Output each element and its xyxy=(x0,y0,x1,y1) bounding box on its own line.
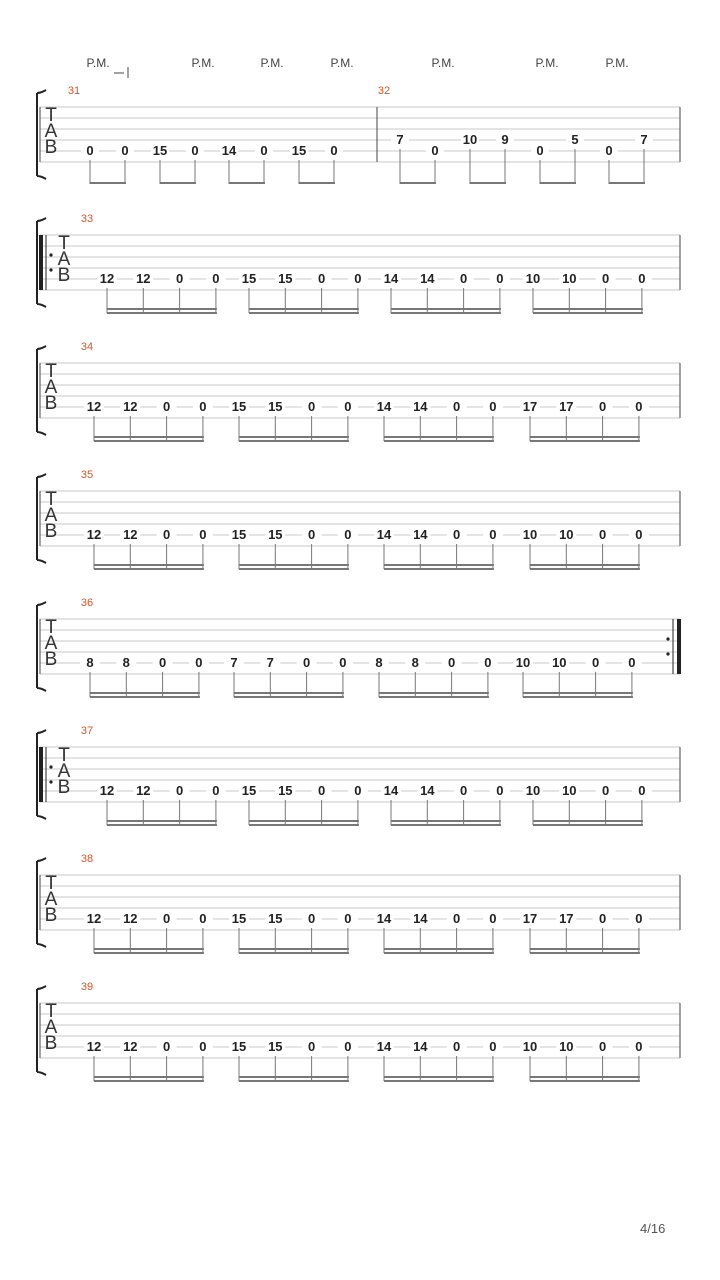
fret-number: 15 xyxy=(241,783,257,798)
note-beam xyxy=(384,440,494,442)
fret-number: 12 xyxy=(123,527,138,542)
repeat-dot xyxy=(666,637,669,640)
note-beam xyxy=(107,308,217,310)
fret-number: 12 xyxy=(99,271,115,286)
tab-clef-letter: A xyxy=(44,633,58,654)
bracket-top-hook xyxy=(37,858,46,861)
tab-clef-letter: B xyxy=(57,265,71,286)
palm-mute-label: P.M. xyxy=(330,56,354,70)
note-beam xyxy=(299,182,335,184)
bracket-bottom-hook xyxy=(37,816,46,819)
fret-number: 14 xyxy=(413,399,428,414)
measure-number: 33 xyxy=(80,213,94,225)
fret-number: 0 xyxy=(199,399,207,414)
note-beam xyxy=(239,952,349,954)
note-beam xyxy=(391,312,501,314)
tab-clef-letter: B xyxy=(44,1033,58,1054)
fret-number: 10 xyxy=(525,783,541,798)
note-beam xyxy=(533,308,643,310)
fret-number: 14 xyxy=(383,783,399,798)
note-beam xyxy=(249,820,359,822)
fret-number: 7 xyxy=(230,655,238,670)
fret-number: 14 xyxy=(413,1039,428,1054)
note-beam xyxy=(229,182,265,184)
bracket-top-hook xyxy=(37,346,46,349)
fret-number: 0 xyxy=(489,1039,497,1054)
measure-number: 32 xyxy=(377,85,391,97)
note-beam xyxy=(90,182,126,184)
repeat-end-thick-bar xyxy=(677,619,681,674)
bracket-top-hook xyxy=(37,90,46,93)
fret-number: 0 xyxy=(121,143,129,158)
fret-number: 0 xyxy=(598,911,607,926)
fret-number: 0 xyxy=(199,527,207,542)
fret-number: 0 xyxy=(330,143,338,158)
bracket-top-hook xyxy=(37,730,46,733)
fret-number: 0 xyxy=(635,399,643,414)
fret-number: 0 xyxy=(489,399,497,414)
note-beam xyxy=(470,182,506,184)
fret-number: 15 xyxy=(268,1039,283,1054)
fret-number: 15 xyxy=(268,399,283,414)
note-beam xyxy=(609,182,645,184)
note-beam xyxy=(533,820,643,822)
fret-number: 7 xyxy=(266,655,274,670)
fret-number: 0 xyxy=(344,527,352,542)
fret-number: 7 xyxy=(640,132,648,147)
note-beam xyxy=(400,182,436,184)
note-beam xyxy=(384,436,494,438)
fret-number: 0 xyxy=(212,783,220,798)
note-beam xyxy=(239,440,349,442)
fret-number: 15 xyxy=(241,271,257,286)
fret-number: 0 xyxy=(635,527,643,542)
fret-number: 0 xyxy=(344,1039,352,1054)
fret-number: 0 xyxy=(212,271,220,286)
note-beam xyxy=(540,182,576,184)
tab-clef-letter: T xyxy=(45,1001,57,1022)
fret-number: 0 xyxy=(447,655,456,670)
note-beam xyxy=(530,952,640,954)
note-beam xyxy=(107,820,217,822)
fret-number: 0 xyxy=(354,783,362,798)
fret-number: 14 xyxy=(376,911,392,926)
fret-number: 0 xyxy=(344,911,352,926)
note-beam xyxy=(530,948,640,950)
note-beam xyxy=(391,308,501,310)
note-beam xyxy=(384,1080,494,1082)
fret-number: 0 xyxy=(496,271,504,286)
repeat-dot xyxy=(49,765,52,768)
note-beam xyxy=(94,1076,204,1078)
fret-number: 0 xyxy=(307,1039,316,1054)
note-beam xyxy=(94,948,204,950)
fret-number: 8 xyxy=(411,655,419,670)
measure-number: 37 xyxy=(80,725,94,737)
measure-number: 38 xyxy=(80,853,94,865)
fret-number: 0 xyxy=(452,911,461,926)
note-beam xyxy=(249,308,359,310)
fret-number: 0 xyxy=(496,783,504,798)
note-beam xyxy=(239,568,349,570)
fret-number: 0 xyxy=(199,911,207,926)
note-beam xyxy=(530,568,640,570)
fret-number: 0 xyxy=(162,1039,171,1054)
note-beam xyxy=(379,692,489,694)
fret-number: 8 xyxy=(122,655,130,670)
fret-number: 0 xyxy=(536,143,544,158)
fret-number: 10 xyxy=(552,655,567,670)
tab-system xyxy=(37,341,680,442)
note-beam xyxy=(94,440,204,442)
fret-number: 0 xyxy=(162,527,171,542)
tab-clef-letter: T xyxy=(45,873,57,894)
note-beam xyxy=(239,1076,349,1078)
measure-number: 39 xyxy=(80,981,94,993)
fret-number: 0 xyxy=(199,1039,207,1054)
fret-number: 10 xyxy=(562,783,577,798)
note-beam xyxy=(90,696,200,698)
note-beam xyxy=(384,952,494,954)
fret-number: 14 xyxy=(383,271,399,286)
fret-number: 0 xyxy=(601,271,610,286)
fret-number: 10 xyxy=(525,271,541,286)
note-beam xyxy=(94,568,204,570)
fret-number: 0 xyxy=(162,399,171,414)
bracket-bottom-hook xyxy=(37,304,46,307)
fret-number: 10 xyxy=(559,1039,574,1054)
fret-number: 12 xyxy=(123,1039,138,1054)
fret-number: 0 xyxy=(598,527,607,542)
fret-number: 15 xyxy=(231,399,247,414)
fret-number: 14 xyxy=(420,783,435,798)
note-beam xyxy=(160,182,196,184)
fret-number: 0 xyxy=(307,399,316,414)
measure-number: 31 xyxy=(67,85,81,97)
fret-number: 0 xyxy=(598,1039,607,1054)
tab-clef-letter: A xyxy=(44,377,58,398)
tab-clef-letter: T xyxy=(45,617,57,638)
bracket-bottom-hook xyxy=(37,432,46,435)
fret-number: 0 xyxy=(302,655,311,670)
note-beam xyxy=(391,820,501,822)
note-beam xyxy=(239,564,349,566)
fret-number: 0 xyxy=(195,655,203,670)
tab-system xyxy=(37,85,680,184)
fret-number: 0 xyxy=(86,143,94,158)
fret-number: 0 xyxy=(635,911,643,926)
fret-number: 10 xyxy=(522,527,538,542)
tab-clef-letter: A xyxy=(44,1017,58,1038)
fret-number: 12 xyxy=(136,783,151,798)
repeat-dot xyxy=(666,652,669,655)
repeat-dot xyxy=(49,268,52,271)
fret-number: 10 xyxy=(515,655,531,670)
fret-number: 9 xyxy=(501,132,509,147)
measure-number: 36 xyxy=(80,597,94,609)
note-beam xyxy=(384,568,494,570)
bracket-bottom-hook xyxy=(37,176,46,179)
bracket-top-hook xyxy=(37,986,46,989)
fret-number: 0 xyxy=(175,783,184,798)
fret-number: 15 xyxy=(231,911,247,926)
fret-number: 15 xyxy=(152,143,168,158)
tab-system xyxy=(37,469,680,570)
fret-number: 15 xyxy=(278,783,293,798)
fret-number: 17 xyxy=(522,911,538,926)
fret-number: 0 xyxy=(628,655,636,670)
fret-number: 12 xyxy=(86,527,102,542)
tab-clef-letter: B xyxy=(44,393,58,414)
tab-clef-letter: A xyxy=(57,761,71,782)
fret-number: 14 xyxy=(376,1039,392,1054)
tab-system xyxy=(37,853,680,954)
measure-number: 34 xyxy=(80,341,94,353)
palm-mute-label: P.M. xyxy=(535,56,559,70)
note-beam xyxy=(533,312,643,314)
fret-number: 0 xyxy=(452,1039,461,1054)
note-beam xyxy=(384,1076,494,1078)
fret-number: 14 xyxy=(221,143,237,158)
note-beam xyxy=(107,824,217,826)
bracket-bottom-hook xyxy=(37,1072,46,1075)
fret-number: 14 xyxy=(376,399,392,414)
note-beam xyxy=(234,692,344,694)
fret-number: 14 xyxy=(376,527,392,542)
fret-number: 0 xyxy=(452,527,461,542)
tab-clef-letter: T xyxy=(58,745,70,766)
fret-number: 12 xyxy=(86,911,102,926)
palm-mute-label: P.M. xyxy=(431,56,455,70)
bracket-bottom-hook xyxy=(37,560,46,563)
fret-number: 10 xyxy=(562,271,577,286)
fret-number: 15 xyxy=(231,1039,247,1054)
fret-number: 0 xyxy=(317,783,326,798)
tab-clef-letter: B xyxy=(44,137,58,158)
tab-clef-letter: A xyxy=(44,505,58,526)
note-beam xyxy=(94,952,204,954)
fret-number: 0 xyxy=(605,143,613,158)
fret-number: 12 xyxy=(123,911,138,926)
fret-number: 12 xyxy=(86,399,102,414)
fret-number: 0 xyxy=(484,655,492,670)
note-beam xyxy=(391,824,501,826)
repeat-dot xyxy=(49,253,52,256)
fret-number: 0 xyxy=(260,143,268,158)
tab-system xyxy=(37,213,680,314)
fret-number: 17 xyxy=(559,911,574,926)
tab-clef-letter: T xyxy=(45,489,57,510)
note-beam xyxy=(379,696,489,698)
note-beam xyxy=(530,1076,640,1078)
fret-number: 15 xyxy=(268,911,283,926)
fret-number: 0 xyxy=(307,527,316,542)
fret-number: 14 xyxy=(413,527,428,542)
fret-number: 0 xyxy=(638,783,646,798)
note-beam xyxy=(530,1080,640,1082)
fret-number: 0 xyxy=(175,271,184,286)
note-beam xyxy=(90,692,200,694)
tab-clef-letter: T xyxy=(58,233,70,254)
tab-system xyxy=(37,597,681,698)
fret-number: 15 xyxy=(278,271,293,286)
fret-number: 14 xyxy=(420,271,435,286)
palm-mute-label: P.M. xyxy=(605,56,629,70)
fret-number: 12 xyxy=(123,399,138,414)
note-beam xyxy=(234,696,344,698)
fret-number: 0 xyxy=(601,783,610,798)
fret-number: 8 xyxy=(86,655,94,670)
fret-number: 17 xyxy=(559,399,574,414)
fret-number: 7 xyxy=(396,132,404,147)
bracket-bottom-hook xyxy=(37,944,46,947)
fret-number: 15 xyxy=(291,143,307,158)
fret-number: 12 xyxy=(136,271,151,286)
note-beam xyxy=(530,564,640,566)
tab-system xyxy=(37,725,680,826)
note-beam xyxy=(94,564,204,566)
tab-clef-letter: A xyxy=(57,249,71,270)
tab-clef-letter: T xyxy=(45,105,57,126)
fret-number: 12 xyxy=(86,1039,102,1054)
bracket-top-hook xyxy=(37,602,46,605)
tab-clef-letter: B xyxy=(44,521,58,542)
fret-number: 0 xyxy=(317,271,326,286)
note-beam xyxy=(523,696,633,698)
tab-clef-letter: T xyxy=(45,361,57,382)
fret-number: 0 xyxy=(452,399,461,414)
repeat-start-thick-bar xyxy=(39,235,43,290)
fret-number: 0 xyxy=(158,655,167,670)
fret-number: 5 xyxy=(571,132,579,147)
tab-clef-letter: A xyxy=(44,121,58,142)
note-beam xyxy=(249,312,359,314)
fret-number: 0 xyxy=(591,655,600,670)
fret-number: 0 xyxy=(635,1039,643,1054)
tab-clef-letter: B xyxy=(44,649,58,670)
repeat-dot xyxy=(49,780,52,783)
note-beam xyxy=(239,436,349,438)
fret-number: 12 xyxy=(99,783,115,798)
fret-number: 10 xyxy=(522,1039,538,1054)
note-beam xyxy=(94,1080,204,1082)
fret-number: 15 xyxy=(268,527,283,542)
fret-number: 0 xyxy=(431,143,439,158)
fret-number: 0 xyxy=(489,911,497,926)
measure-number: 35 xyxy=(80,469,94,481)
note-beam xyxy=(384,948,494,950)
palm-mute-label: P.M. xyxy=(86,56,110,70)
note-beam xyxy=(94,436,204,438)
note-beam xyxy=(107,312,217,314)
fret-number: 0 xyxy=(339,655,347,670)
fret-number: 0 xyxy=(307,911,316,926)
page-number: 4/16 xyxy=(640,1221,666,1236)
fret-number: 10 xyxy=(462,132,478,147)
repeat-start-thick-bar xyxy=(39,747,43,802)
fret-number: 0 xyxy=(459,271,468,286)
fret-number: 0 xyxy=(354,271,362,286)
tab-system xyxy=(37,981,680,1082)
note-beam xyxy=(239,948,349,950)
note-beam xyxy=(523,692,633,694)
bracket-top-hook xyxy=(37,474,46,477)
tab-clef-letter: A xyxy=(44,889,58,910)
fret-number: 0 xyxy=(638,271,646,286)
fret-number: 0 xyxy=(459,783,468,798)
fret-number: 15 xyxy=(231,527,247,542)
palm-mute-label: P.M. xyxy=(260,56,284,70)
note-beam xyxy=(533,824,643,826)
tab-clef-letter: B xyxy=(57,777,71,798)
fret-number: 0 xyxy=(344,399,352,414)
tab-clef-letter: B xyxy=(44,905,58,926)
fret-number: 0 xyxy=(489,527,497,542)
note-beam xyxy=(384,564,494,566)
palm-mute-label: P.M. xyxy=(191,56,215,70)
note-beam xyxy=(530,440,640,442)
fret-number: 10 xyxy=(559,527,574,542)
fret-number: 0 xyxy=(191,143,199,158)
fret-number: 0 xyxy=(598,399,607,414)
note-beam xyxy=(239,1080,349,1082)
fret-number: 8 xyxy=(375,655,383,670)
fret-number: 17 xyxy=(522,399,538,414)
fret-number: 14 xyxy=(413,911,428,926)
fret-number: 0 xyxy=(162,911,171,926)
bracket-top-hook xyxy=(37,218,46,221)
note-beam xyxy=(530,436,640,438)
bracket-bottom-hook xyxy=(37,688,46,691)
note-beam xyxy=(249,824,359,826)
